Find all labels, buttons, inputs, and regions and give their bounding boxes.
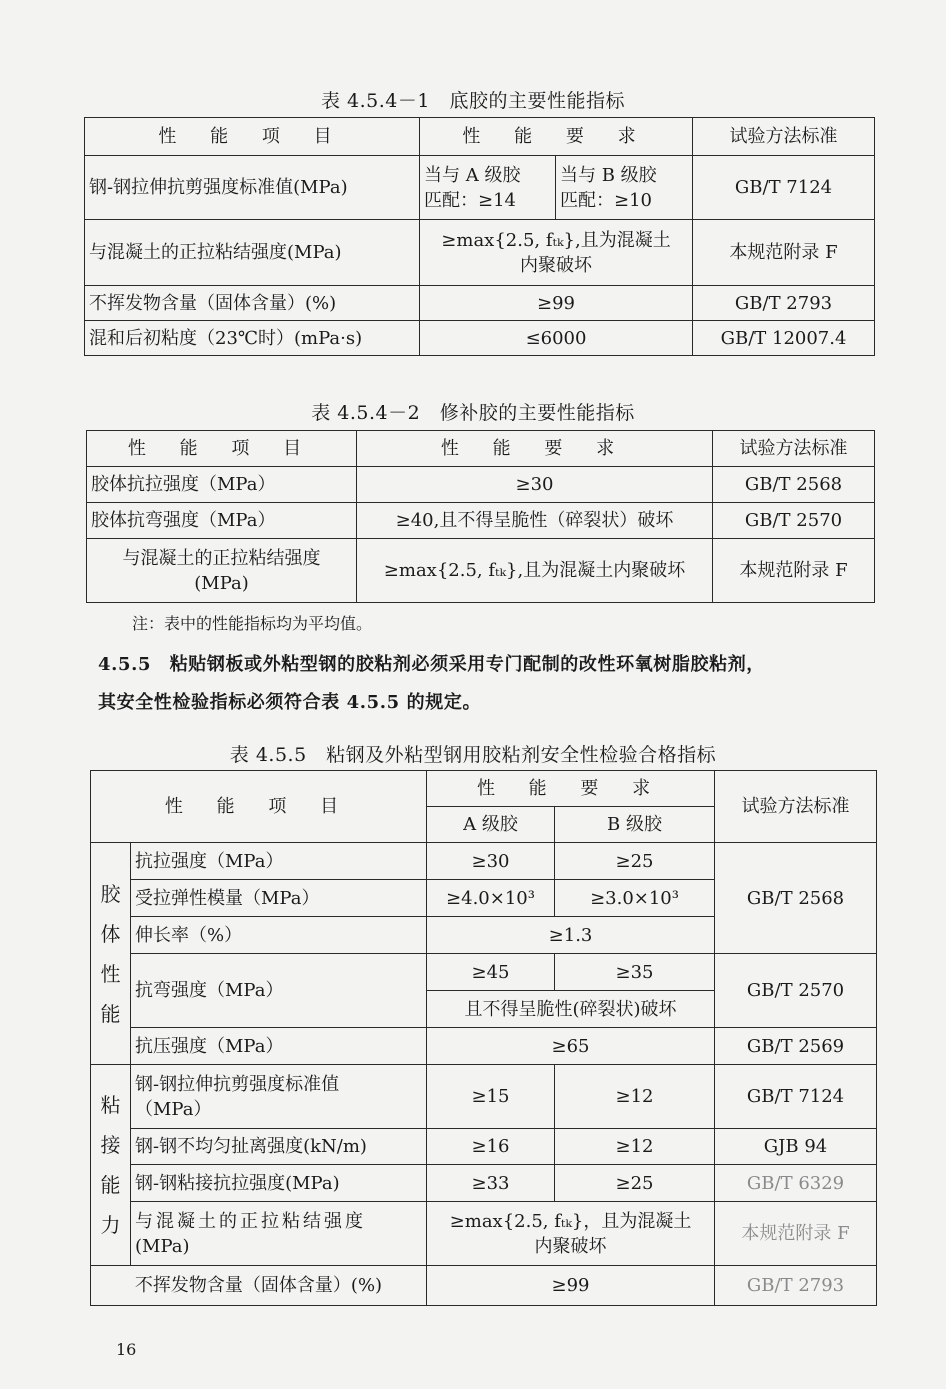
- table3-group-bond-char1: 粘: [100, 1093, 121, 1117]
- table2-header-std: 试验方法标准: [713, 431, 875, 467]
- table3-r1-3-std: GB/T 2568: [715, 843, 877, 954]
- clause-4-5-5-line1: 4.5.5 粘贴钢板或外粘型钢的胶粘剂必须采用专门配制的改性环氧树脂胶粘剂，: [98, 654, 765, 675]
- table1-row1-req-a-line1: 当与 A 级胶: [424, 164, 521, 186]
- table3-r10-ab: ≥99: [427, 1266, 715, 1306]
- table3-r6-item-line2: （MPa）: [135, 1098, 212, 1120]
- table3-r6-a: ≥15: [427, 1065, 555, 1129]
- table1-row1-item: 钢-钢拉伸抗剪强度标准值(MPa): [85, 156, 420, 220]
- table3-r2-item: 受拉弹性模量（MPa）: [131, 880, 427, 917]
- table2-row3-std: 本规范附录 F: [713, 539, 875, 603]
- clause-4-5-5-line2: 其安全性检验指标必须符合表 4.5.5 的规定。: [98, 692, 482, 713]
- table1-row4-item: 混和后初粘度（23℃时）(mPa·s): [85, 321, 420, 356]
- table1-header-item: 性 能 项 目: [85, 118, 420, 156]
- table2: [86, 430, 875, 603]
- table2-row3-req: ≥max{2.5, fₜₖ},且为混凝土内聚破坏: [357, 539, 713, 603]
- table3-r7-std: GJB 94: [715, 1129, 877, 1165]
- table1-header-std: 试验方法标准: [693, 118, 875, 156]
- table3-r9-std: 本规范附录 F: [715, 1202, 877, 1266]
- table3-group-bond-char4: 力: [100, 1213, 121, 1237]
- table3-r10-item: 不挥发物含量（固体含量）(%): [91, 1266, 427, 1306]
- table3-r1-item: 抗拉强度（MPa）: [131, 843, 427, 880]
- table1-row1-req-a-line2: 匹配：≥14: [424, 189, 516, 211]
- table3-r5-std: GB/T 2569: [715, 1028, 877, 1065]
- table3-r4-a: ≥45: [427, 954, 555, 991]
- table3-header-std: 试验方法标准: [715, 771, 877, 843]
- table1-row4-req: ≤6000: [420, 321, 693, 356]
- table1-caption: 表 4.5.4－1 底胶的主要性能指标: [321, 90, 625, 112]
- table1-row1-req-b-line1: 当与 B 级胶: [560, 164, 657, 186]
- table3-r1-a: ≥30: [427, 843, 555, 880]
- table1-row1-req-b-line2: 匹配：≥10: [560, 189, 652, 211]
- table3-r1-b: ≥25: [555, 843, 715, 880]
- table3-r6-item-line1: 钢-钢拉伸抗剪强度标准值: [135, 1073, 340, 1095]
- table3-r9-ab-line1: ≥max{2.5, fₜₖ}，且为混凝土: [449, 1210, 692, 1232]
- table2-row2-req: ≥40,且不得呈脆性（碎裂状）破坏: [357, 503, 713, 539]
- table3-group-bond: [91, 1065, 131, 1266]
- table3-r8-b: ≥25: [555, 1165, 715, 1202]
- table2-header-req: 性 能 要 求: [357, 431, 713, 467]
- table2-row3-item: [87, 539, 357, 603]
- table3-r2-b: ≥3.0×10³: [555, 880, 715, 917]
- table3: [90, 770, 877, 1306]
- table3-r7-a: ≥16: [427, 1129, 555, 1165]
- table3-r9-ab: [427, 1202, 715, 1266]
- table1-row2-item: 与混凝土的正拉粘结强度(MPa): [85, 220, 420, 286]
- table3-r9-ab-line2: 内聚破坏: [534, 1235, 607, 1257]
- table3-group-colloid-char4: 能: [100, 1001, 121, 1026]
- table2-row3-item-line1: 与混凝土的正拉粘结强度: [122, 547, 321, 569]
- table3-caption: 表 4.5.5 粘钢及外粘型钢用胶粘剂安全性检验合格指标: [229, 744, 717, 766]
- table3-r5-item: 抗压强度（MPa）: [131, 1028, 427, 1065]
- table3-group-bond-char3: 能: [100, 1173, 121, 1197]
- table1-row2-std: 本规范附录 F: [693, 220, 875, 286]
- table2-row3-item-line2: (MPa): [194, 572, 249, 594]
- table3-r9-item: [131, 1202, 427, 1266]
- table3-r3-item: 伸长率（%）: [131, 917, 427, 954]
- table3-r6-std: GB/T 7124: [715, 1065, 877, 1129]
- page-number: 16: [116, 1340, 137, 1359]
- table3-r7-b: ≥12: [555, 1129, 715, 1165]
- table3-r5-ab: ≥65: [427, 1028, 715, 1065]
- table-note: 注：表中的性能指标均为平均值。: [132, 614, 373, 633]
- table2-caption: 表 4.5.4－2 修补胶的主要性能指标: [311, 402, 635, 424]
- table3-r6-b: ≥12: [555, 1065, 715, 1129]
- table1-row2-req-line1: ≥max{2.5, fₜₖ},且为混凝土: [441, 229, 671, 251]
- table3-r8-std: GB/T 6329: [715, 1165, 877, 1202]
- table1-row2-req: [420, 220, 693, 286]
- table1-row3-std: GB/T 2793: [693, 286, 875, 321]
- table3-r7-item: 钢-钢不均匀扯离强度(kN/m): [131, 1129, 427, 1165]
- table1-row1-std: GB/T 7124: [693, 156, 875, 220]
- table3-r4-b: ≥35: [555, 954, 715, 991]
- table3-r9-item-line2: (MPa): [135, 1235, 190, 1257]
- table3-group-colloid-char1: 胶: [100, 881, 121, 906]
- table3-header-item: 性 能 项 目: [91, 771, 427, 843]
- table3-r6-item: [131, 1065, 427, 1129]
- table1-row4-std: GB/T 12007.4: [693, 321, 875, 356]
- table3-group-colloid-char2: 体: [100, 921, 121, 946]
- table2-header-item: 性 能 项 目: [87, 431, 357, 467]
- table3-header-b: B 级胶: [555, 807, 715, 843]
- table3-group-colloid: [91, 843, 131, 1065]
- table1-row1-req-b: [556, 156, 693, 220]
- table3-r4-std: GB/T 2570: [715, 954, 877, 1028]
- table2-row1-item: 胶体抗拉强度（MPa）: [87, 467, 357, 503]
- table3-header-a: A 级胶: [427, 807, 555, 843]
- table2-row2-item: 胶体抗弯强度（MPa）: [87, 503, 357, 539]
- table3-group-colloid-char3: 性: [100, 961, 121, 986]
- table2-row1-req: ≥30: [357, 467, 713, 503]
- table3-r8-a: ≥33: [427, 1165, 555, 1202]
- table3-r2-a: ≥4.0×10³: [427, 880, 555, 917]
- table2-row2-std: GB/T 2570: [713, 503, 875, 539]
- table1-header-req: 性 能 要 求: [420, 118, 693, 156]
- table3-group-bond-char2: 接: [100, 1133, 121, 1157]
- table3-r8-item: 钢-钢粘接抗拉强度(MPa): [131, 1165, 427, 1202]
- table2-row1-std: GB/T 2568: [713, 467, 875, 503]
- table3-r10-std: GB/T 2793: [715, 1266, 877, 1306]
- table3-r3-ab: ≥1.3: [427, 917, 715, 954]
- table1: [84, 117, 875, 356]
- table1-row2-req-line2: 内聚破坏: [520, 254, 592, 276]
- table3-r4-item: 抗弯强度（MPa）: [131, 954, 427, 1028]
- table3-header-req: 性 能 要 求: [427, 771, 715, 807]
- table3-r4-ab2: 且不得呈脆性(碎裂状)破坏: [427, 991, 715, 1028]
- table3-r9-item-line1: 与混凝土的正拉粘结强度: [135, 1210, 366, 1232]
- table1-row3-item: 不挥发物含量（固体含量）(%): [85, 286, 420, 321]
- table1-row3-req: ≥99: [420, 286, 693, 321]
- table1-row1-req-a: [420, 156, 556, 220]
